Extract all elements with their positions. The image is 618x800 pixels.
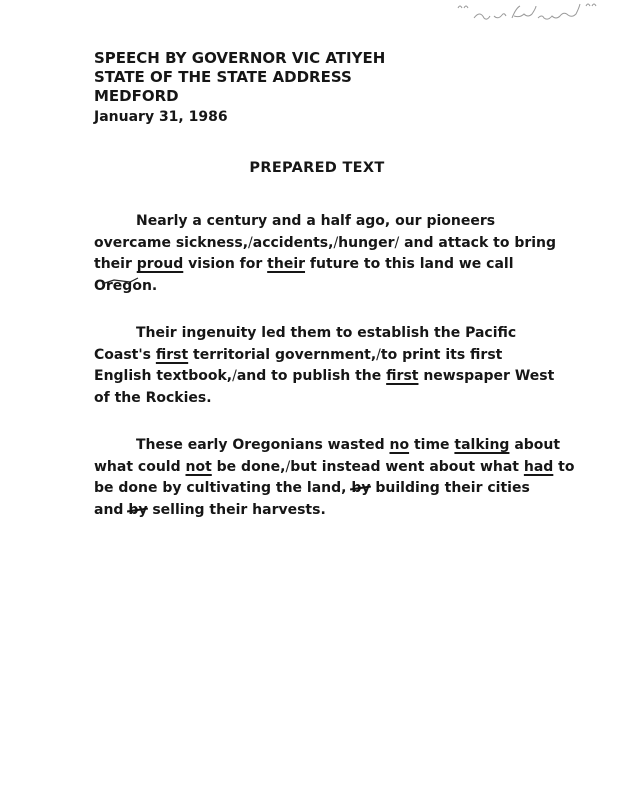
text-segment: and (94, 501, 129, 518)
underlined-word: their (267, 256, 306, 272)
text-segment: building their cities (370, 480, 530, 496)
text-segment: time (409, 437, 455, 453)
struck-word: by (351, 478, 370, 500)
header-location: MEDFORD (94, 87, 179, 105)
struck-word: by (128, 500, 147, 522)
handwritten-annotation (452, 2, 602, 26)
text-line: Their ingenuity led them to establish the Pacific (136, 325, 517, 341)
handwritten-insert-mark (100, 270, 140, 278)
speech-body (94, 211, 575, 547)
text-segment: about (509, 437, 561, 453)
underlined-word: first (155, 346, 189, 363)
pause-slash-mark: / (232, 368, 237, 384)
text-line (94, 500, 544, 522)
pause-slash-mark: / (376, 346, 381, 363)
text-segment: territorial government, (188, 346, 377, 363)
underlined-word: talking (454, 437, 510, 453)
pause-slash-mark: / (333, 234, 339, 251)
text-segment: and attack to bring (399, 234, 557, 251)
text-segment: be done by cultivating the land, (94, 480, 352, 496)
underlined-word: not (185, 458, 212, 475)
header-title: SPEECH BY GOVERNOR VIC ATIYEH (94, 49, 386, 67)
underlined-word: no (389, 437, 410, 453)
text-line (94, 233, 557, 255)
underlined-word: first (386, 368, 419, 384)
text-line (94, 366, 555, 388)
header-event: STATE OF THE STATE ADDRESS (94, 68, 352, 86)
text-segment: overcame sickness, (94, 234, 249, 251)
text-segment: future to this land we call (305, 256, 514, 272)
text-segment: to (553, 458, 575, 475)
pause-slash-mark: / (394, 234, 400, 251)
paragraph-1 (94, 211, 557, 297)
pause-slash-mark: / (285, 458, 291, 475)
text-segment: and to publish the (236, 368, 387, 384)
text-segment: to print its first (380, 346, 503, 363)
insert-mark-graphic (100, 277, 140, 285)
text-line: Oregon. (94, 277, 158, 294)
text-segment: selling their harvests. (147, 501, 326, 518)
handwritten-note-graphic (452, 2, 602, 26)
text-line (94, 254, 544, 276)
text-segment: These early Oregonians wasted (136, 437, 390, 453)
text-segment: be done, (211, 458, 286, 475)
text-line (94, 435, 561, 457)
text-segment: hunger (338, 234, 395, 251)
section-subtitle: PREPARED TEXT (249, 160, 385, 176)
text-line: Nearly a century and a half ago, our pioneers (136, 213, 496, 229)
text-line (94, 457, 575, 479)
underlined-word: had (523, 458, 554, 475)
text-segment: what could (94, 458, 186, 475)
text-line: of the Rockies. (94, 389, 212, 406)
text-segment: vision for (183, 256, 268, 272)
paragraph-3 (94, 435, 575, 521)
text-segment: their (94, 256, 137, 272)
underlined-word: proud (136, 256, 184, 272)
text-segment: but instead went about what (290, 458, 524, 475)
paragraph-2 (94, 323, 555, 409)
pause-slash-mark: / (248, 234, 253, 251)
speech-header (94, 49, 385, 127)
text-segment: English textbook, (94, 368, 233, 384)
text-line (94, 345, 544, 367)
text-segment: Coast's (94, 346, 156, 363)
text-line (94, 478, 544, 500)
text-segment: newspaper West (418, 368, 555, 384)
text-segment: accidents, (252, 234, 334, 251)
header-date: January 31, 1986 (94, 109, 228, 125)
